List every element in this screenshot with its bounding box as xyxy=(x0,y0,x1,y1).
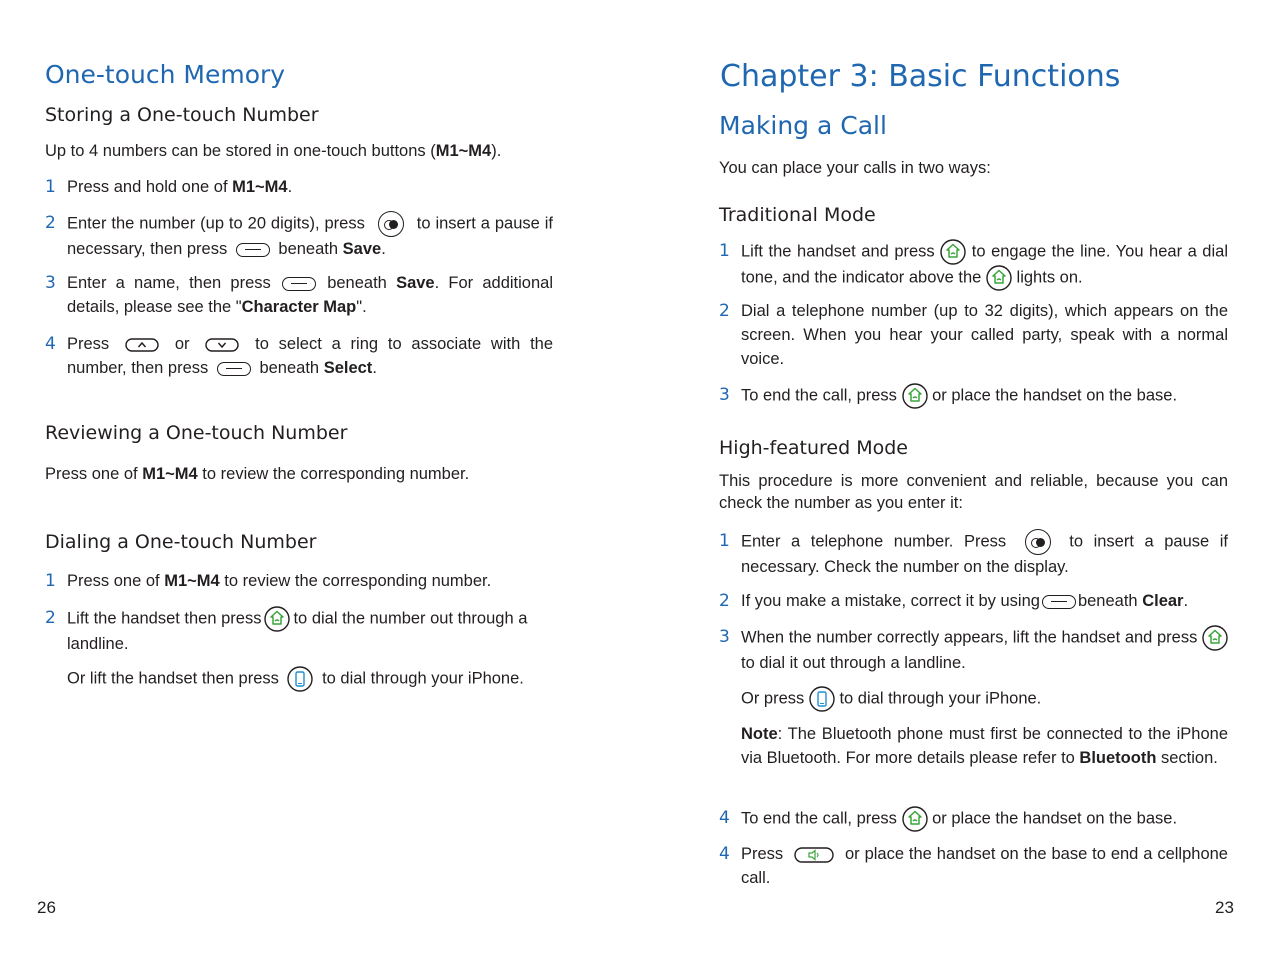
talk-icon xyxy=(1202,625,1228,651)
high-step-3: 3 When the number correctly appears, lift the handset and press to dial it out through a landline. xyxy=(719,625,1228,675)
storing-step-2: 2 Enter the number (up to 20 digits), press to insert a pause if necessary, then press beneath Save. xyxy=(45,213,553,258)
speaker-key-icon xyxy=(794,847,834,863)
dialing-step-1: 1 Press one of M1~M4 to review the corresponding number. xyxy=(45,571,492,591)
storing-step-1: 1 Press and hold one of M1~M4. xyxy=(45,177,293,197)
reviewing-text: Press one of M1~M4 to review the corresponding number. xyxy=(45,465,470,483)
traditional-step-3: 3 To end the call, press or place the handset on the base. xyxy=(719,383,1228,409)
heading-storing: Storing a One-touch Number xyxy=(45,104,319,126)
heading-high-featured-mode: High-featured Mode xyxy=(719,437,908,459)
high-step-2: 2 If you make a mistake, correct it by using beneath Clear. xyxy=(719,591,1189,611)
talk-icon xyxy=(986,265,1012,291)
soft-key-icon xyxy=(236,243,270,257)
soft-key-icon xyxy=(217,362,251,376)
high-step-4b: 4 Press or place the handset on the base to end a cellphone call. xyxy=(719,844,1228,887)
page-number-left: 26 xyxy=(37,898,56,917)
heading-dialing: Dialing a One-touch Number xyxy=(45,531,317,553)
section-title-one-touch-memory: One-touch Memory xyxy=(45,60,286,89)
pause-icon xyxy=(378,211,404,237)
talk-icon xyxy=(264,606,290,632)
high-featured-intro: This procedure is more convenient and reliable, because you can check the number as you enter it: xyxy=(719,472,1228,512)
high-note: Note: The Bluetooth phone must first be connected to the iPhone via Bluetooth. For more details please refer to Bluetooth section. xyxy=(741,725,1228,767)
down-key-icon xyxy=(205,338,239,352)
talk-icon xyxy=(940,239,966,265)
soft-key-icon xyxy=(282,277,316,291)
high-or: Or press to dial through your iPhone. xyxy=(719,686,1228,712)
making-call-intro: You can place your calls in two ways: xyxy=(719,159,991,177)
talk-icon xyxy=(902,383,928,409)
chapter-title: Chapter 3: Basic Functions xyxy=(720,59,1121,94)
iphone-icon xyxy=(287,666,313,692)
storing-intro: Up to 4 numbers can be stored in one-touch buttons (M1~M4). xyxy=(45,142,502,160)
dialing-or: Or lift the handset then press to dial through your iPhone. xyxy=(45,666,553,692)
soft-key-icon xyxy=(1042,595,1076,609)
page-number-right: 23 xyxy=(1215,898,1234,917)
high-step-4a: 4 To end the call, press or place the handset on the base. xyxy=(719,806,1228,832)
traditional-step-2: 2 Dial a telephone number (up to 32 digits), which appears on the screen. When you hear your called party, speak with a normal voice. xyxy=(719,301,1228,368)
section-title-making-a-call: Making a Call xyxy=(719,111,887,140)
heading-traditional-mode: Traditional Mode xyxy=(719,204,876,226)
talk-icon xyxy=(902,806,928,832)
storing-step-4: 4 Press or to select a ring to associate with the number, then press beneath Select. xyxy=(45,334,554,377)
pause-icon xyxy=(1025,529,1051,555)
iphone-icon xyxy=(809,686,835,712)
high-step-1: 1 Enter a telephone number. Press to insert a pause if necessary. Check the number on the display. xyxy=(719,531,1228,576)
up-key-icon xyxy=(125,338,159,352)
traditional-step-1: 1 Lift the handset and press to engage the line. You hear a dial tone, and the indicator above the lights on. xyxy=(719,239,1228,291)
heading-reviewing: Reviewing a One-touch Number xyxy=(45,422,348,444)
dialing-step-2: 2 Lift the handset then press to dial the number out through a landline. xyxy=(45,608,528,653)
storing-step-3: 3 Enter a name, then press beneath Save. For additional details, please see the "Character Map". xyxy=(45,273,553,316)
